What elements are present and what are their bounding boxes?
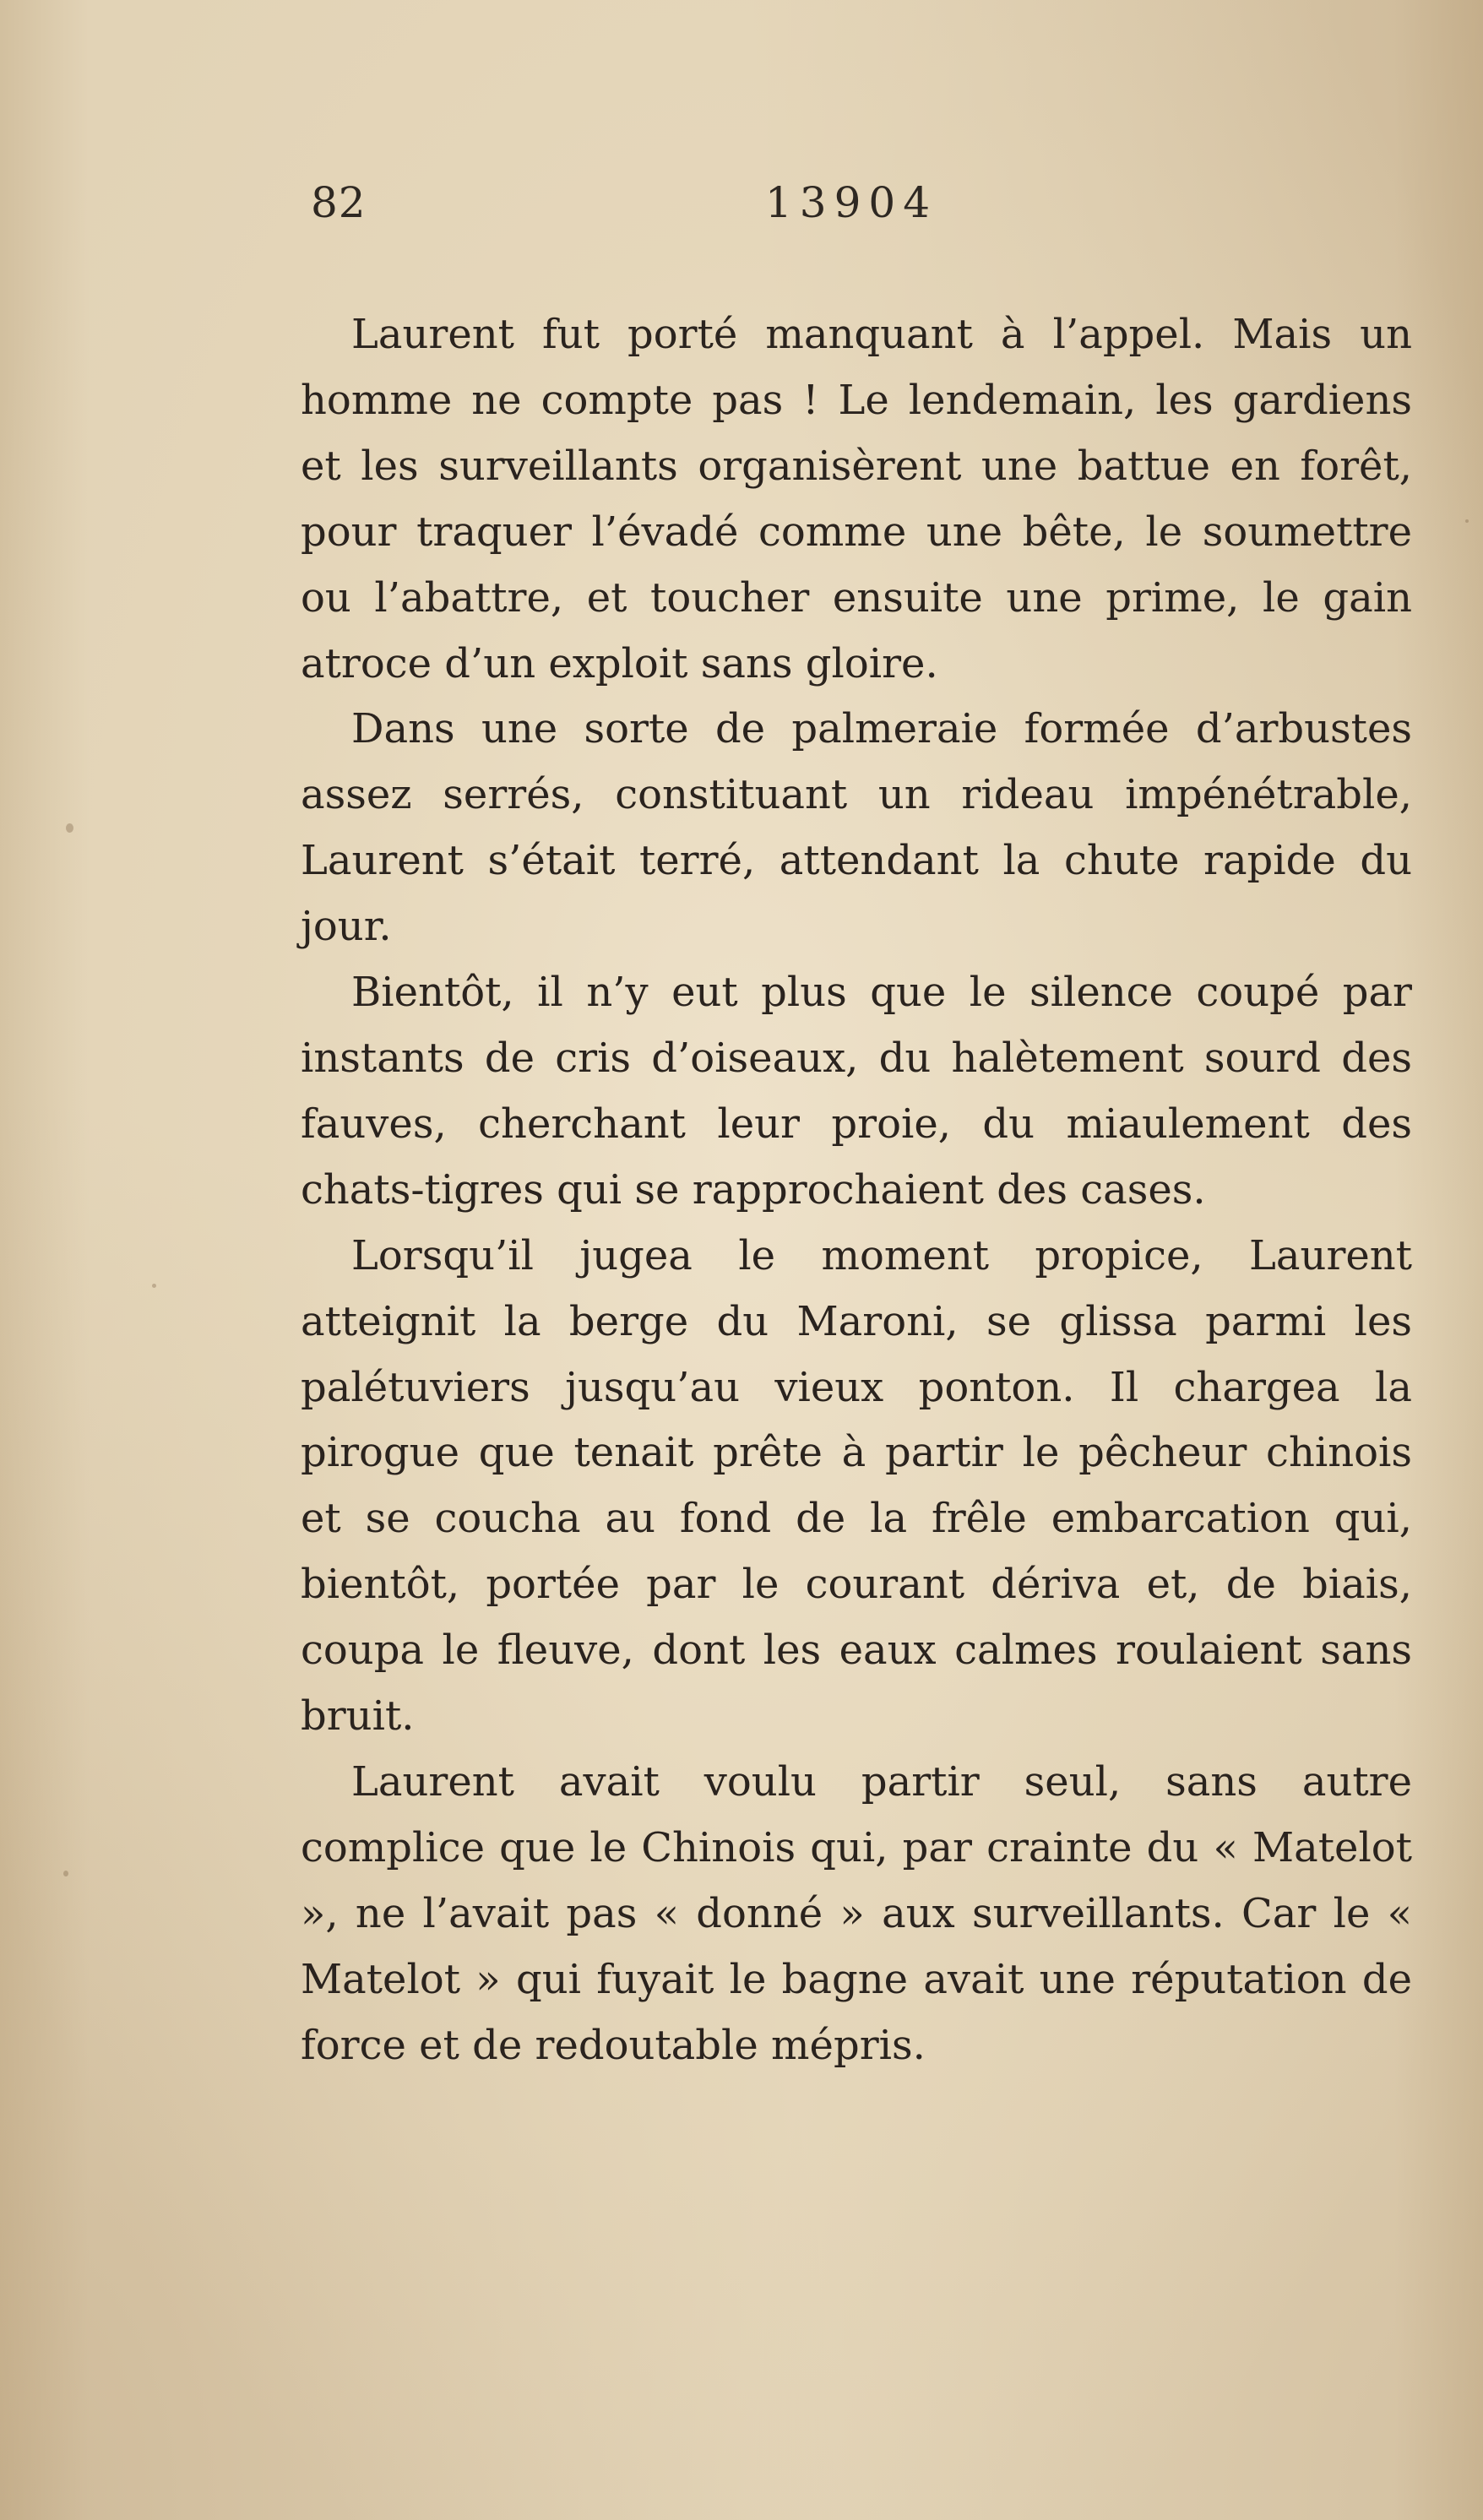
paper-speck (1465, 519, 1469, 523)
running-title: 13904 (765, 178, 938, 227)
body-text (301, 302, 1412, 2078)
paragraph: Bientôt, il n’y eut plus que le silence coupé par instants de cris d’oiseaux, du halètement sourd des fauves, cherchant leur proie, du miaulement des chats-tigres qui se rapprochaient des cases. (301, 969, 1412, 1214)
running-head (311, 173, 1409, 232)
paragraph: Lorsqu’il jugea le moment propice, Laurent atteignit la berge du Maroni, se glissa parmi les palétuviers jusqu’au vieux ponton. Il chargea la pirogue que tenait prête à partir le pêcheur chinois et se coucha au fond de la frêle embarcation qui, bientôt, portée par le courant dériva et, de biais, coupa le fleuve, dont les eaux calmes roulaient sans bruit. (301, 1231, 1412, 1741)
paragraph: Laurent avait voulu partir seul, sans autre complice que le Chinois qui, par crainte du « Matelot », ne l’avait pas « donné » aux surveillants. Car le « Matelot » qui fuyait le bagne avait une réputation de force et de redoutable mépris. (301, 1757, 1412, 2069)
paragraph: Dans une sorte de palmeraie formée d’arbustes assez serrés, constituant un rideau impénétrable, Laurent s’était terré, attendant la chute rapide du jour. (301, 705, 1412, 951)
paragraph: Laurent fut porté manquant à l’appel. Mais un homme ne compte pas ! Le lendemain, les gardiens et les surveillants organisèrent une battue en forêt, pour traquer l’évadé comme une bête, le soumettre ou l’abattre, et toucher ensuite une prime, le gain atroce d’un exploit sans gloire. (301, 311, 1412, 687)
page-number: 82 (311, 178, 367, 227)
paper-speck (66, 823, 73, 833)
paper-speck (63, 1871, 68, 1876)
paper-speck (152, 1284, 156, 1288)
